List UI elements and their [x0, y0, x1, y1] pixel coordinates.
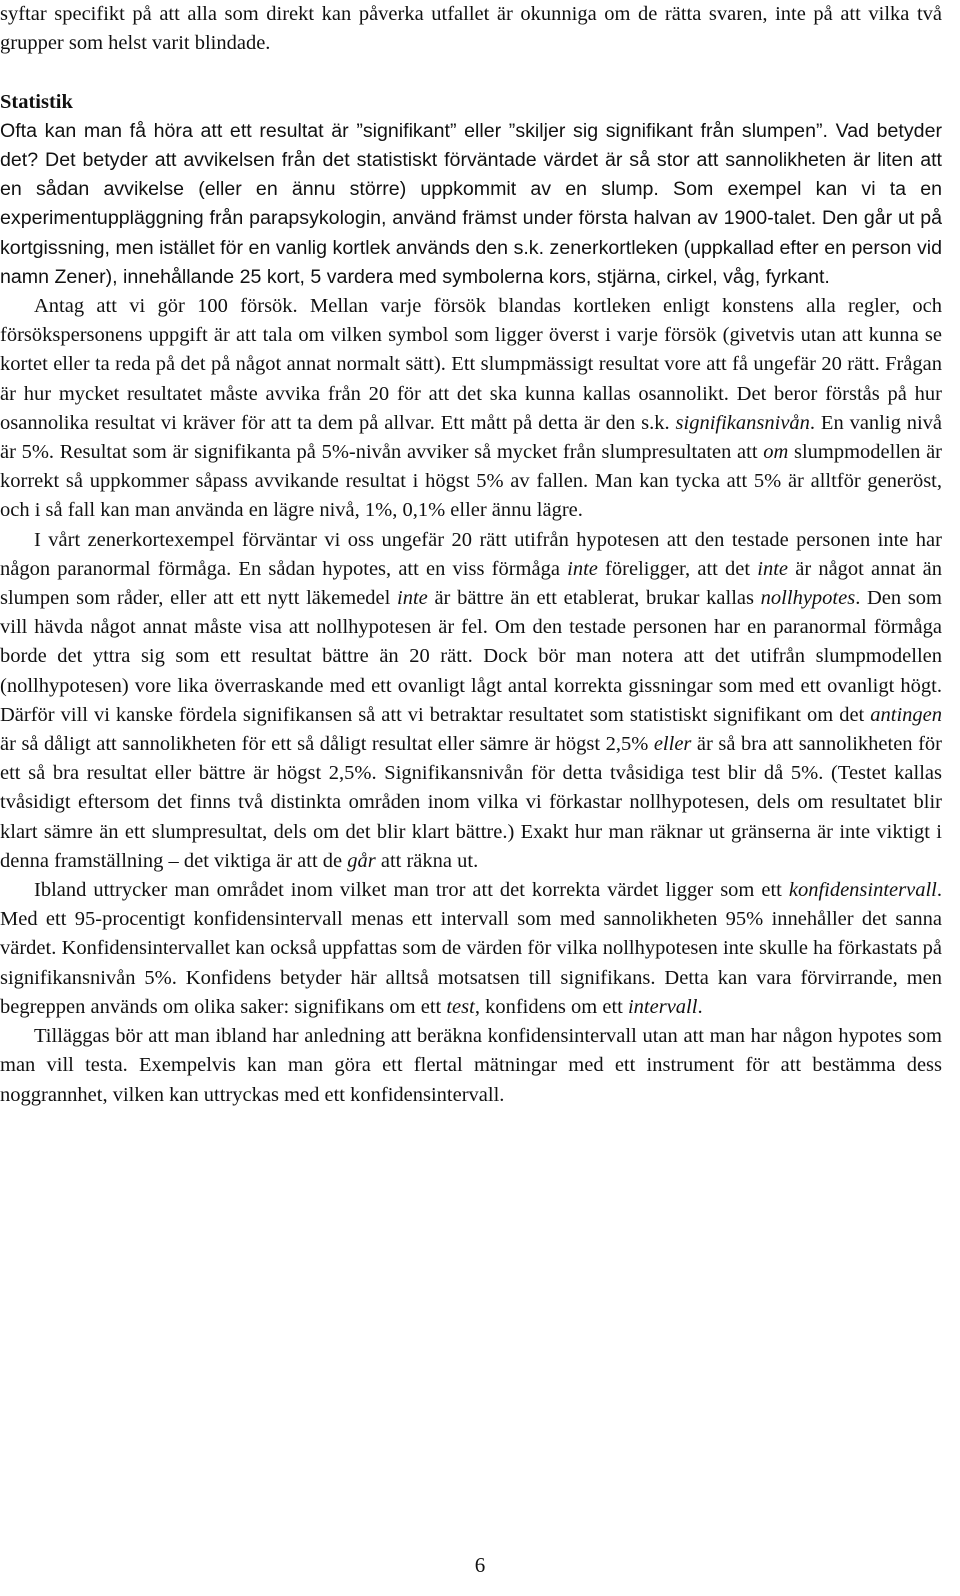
paragraph-confidence-interval: Ibland uttrycker man området inom vilket man tror att det korrekta värdet ligger som ett konfidensintervall. Med ett 95-procentigt konfidensintervall menas ett intervall som med sannolikheten 95% innehåller det sanna värdet. Konfidensintervallet kan också uppfattas som de värden för vilka nollhypotesen inte skulle ha förkastats på signifikansnivån 5%. Konfidens betyder här alltså motsatsen till signifikans. Detta kan vara förvirrande, men begreppen används om olika saker: signifikans om ett test, konfidens om ett intervall.	[0, 879, 942, 1018]
section-heading: Statistik	[0, 90, 73, 113]
paragraph-null-hypothesis: I vårt zenerkortexempel förväntar vi oss ungefär 20 rätt utifrån hypotesen att den testade personen inte har någon paranormal förmåga. En sådan hypotes, att en viss förmåga inte föreligger, att det inte är något annat än slumpen som råder, eller att ett nytt läkemedel inte är bättre än ett etablerat, brukar kallas nollhypotes. Den som vill hävda något annat måste visa att nollhypotesen är fel. Om den testade personen har en paranormal förmåga borde det yttra sig som ett resultat bättre än 20 rätt. Dock bör man notera att det utifrån slumpmodellen (nollhypotesen) vore lika överraskande med ett ovanligt lågt antal korrekta gissningar som med ett ovanligt högt. Därför vill vi kanske fördela signifikansen så att vi betraktar resultatet som statistiskt signifikant om det antingen är så dåligt att sannolikheten för ett så dåligt resultat eller sämre är högst 2,5% eller är så bra att sannolikheten för ett så bra resultat eller bättre är högst 2,5%. Signifikansnivån för detta tvåsidiga test blir då 5%. (Testet kallas tvåsidigt eftersom det finns två distinkta områden inom vilka vi förkastar nollhypotesen, dels om resultatet blir klart sämre än ett slumpresultat, dels om det blir klart bättre.) Exakt hur man räknar ut gränserna är inte viktigt i denna framställning – det viktiga är att de går att räkna ut.	[0, 528, 943, 872]
page-number: 6	[474, 1553, 486, 1577]
paragraph-statistik-intro: Ofta kan man få höra att ett resultat är ”signifikant” eller ”skiljer sig signifikant från slumpen”. Vad betyder det? Det betyder att avvikelsen från det statistiskt förväntade värdet är så stor att sannolikheten är liten att en sådan avvikelse (eller en ännu större) uppkommit av en slump. Som exempel kan vi ta en experimentuppläggning från parapsykologin, använd främst under första halvan av 1900-talet. Den går ut på kortgissning, men istället för en vanlig kortlek används den s.k. zenerkortleken (uppkallad efter en person vid namn Zener), innehållande 25 kort, 5 vardera med symbolerna kors, stjärna, cirkel, våg, fyrkant.	[0, 119, 942, 288]
paragraph-significance-level: Antag att vi gör 100 försök. Mellan varje försök blandas kortleken enligt konstens alla regler, och försökspersonens uppgift är att tala om vilken symbol som ligger överst i varje försök (givetvis utan att kunna se kortet eller ta reda på det på något annat normalt sätt). Ett slumpmässigt resultat vore att få ungefär 20 rätt. Frågan är hur mycket resultatet måste avvika från 20 för att det ska kunna kallas osannolikt. Det beror förstås på hur osannolika resultat vi kräver för att ta dem på allvar. Ett mått på detta är den s.k. signifikansnivån. En vanlig nivå är 5%. Resultat som är signifikanta på 5%-nivån avviker så mycket från slumpresultaten att om slumpmodellen är korrekt så uppkommer såpass avvikande resultat i högst 5% av fallen. Man kan tycka att 5% är alltför generöst, och i så fall kan man använda en lägre nivå, 1%, 0,1% eller ännu lägre.	[0, 295, 943, 522]
paragraph-addendum: Tilläggas bör att man ibland har anledning att beräkna konfidensintervall utan att man har någon hypotes som man vill testa. Exempelvis kan man göra ett flertal mätningar med ett instrument för att bestämma dess noggrannhet, vilken kan uttryckas med ett konfidensintervall.	[0, 1025, 942, 1106]
intro-paragraph: syftar specifikt på att alla som direkt kan påverka utfallet är okunniga om de rätta svaren, inte på att vilka två grupper som helst varit blindade.	[0, 3, 942, 55]
